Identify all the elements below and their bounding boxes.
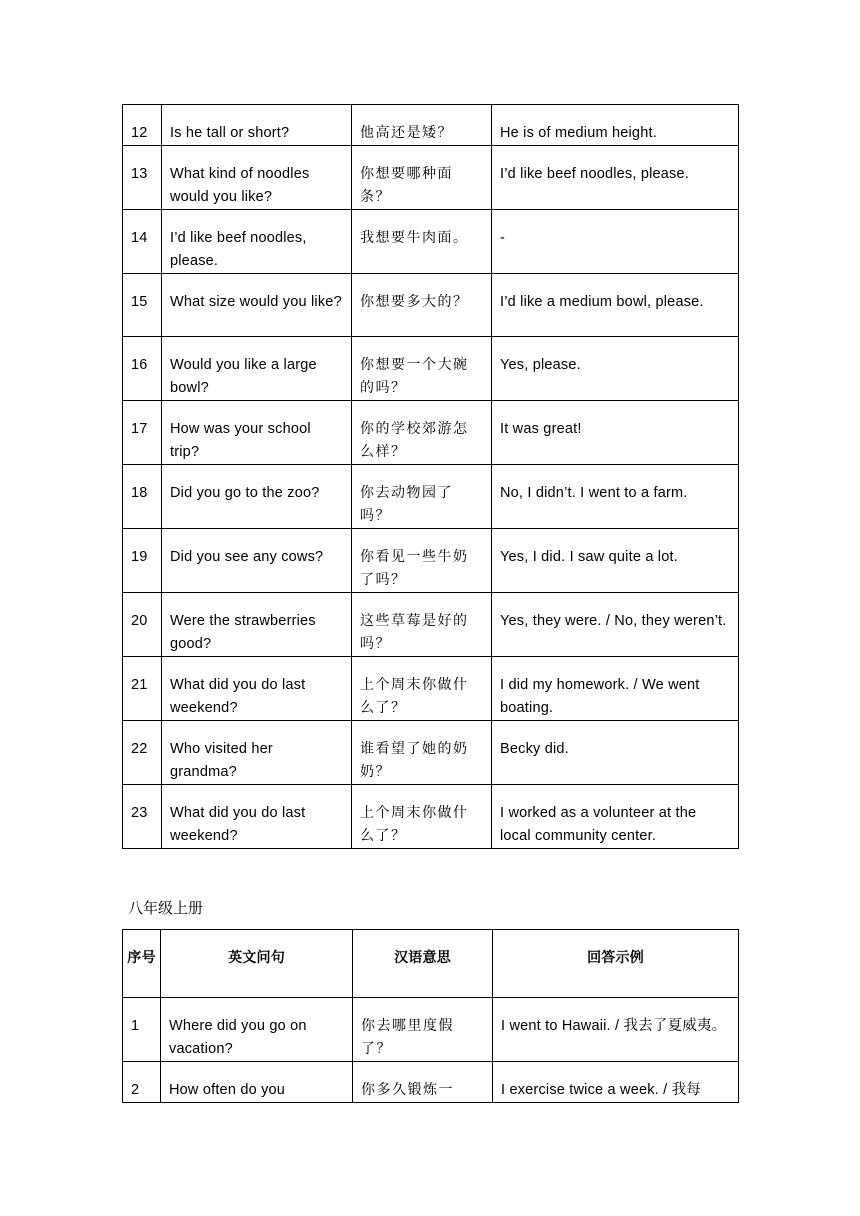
table-row [123,593,739,657]
english-question: Would you like a large bowl? [162,337,352,401]
sample-answer: Yes, I did. I saw quite a lot. [492,529,739,593]
qa-table-2 [122,929,739,1103]
chinese-meaning: 你看见一些牛奶了吗？ [352,529,492,593]
table-row [123,657,739,721]
table-row [123,465,739,529]
row-number: 12 [123,105,162,146]
chinese-meaning: 我想要牛肉面。 [352,210,492,274]
english-question: What kind of noodles would you like? [162,146,352,210]
header-sample-answer: 回答示例 [493,930,739,998]
header-english-question: 英文问句 [161,930,353,998]
chinese-meaning: 上个周末你做什么了？ [352,785,492,849]
table-row [123,146,739,210]
english-question: Is he tall or short? [162,105,352,146]
chinese-meaning: 你想要一个大碗的吗？ [352,337,492,401]
sample-answer: Yes, please. [492,337,739,401]
table-row [123,721,739,785]
chinese-meaning: 上个周末你做什么了？ [352,657,492,721]
table-row [123,401,739,465]
header-number: 序号 [123,930,161,998]
row-number: 21 [123,657,162,721]
row-number: 19 [123,529,162,593]
table-header-row [123,930,739,998]
table-row [123,274,739,337]
sample-answer: I went to Hawaii. / 我去了夏威夷。 [493,998,739,1062]
sample-answer: I worked as a volunteer at the local community center. [492,785,739,849]
sample-answer: Yes, they were. / No, they weren’t. [492,593,739,657]
chinese-meaning: 你想要哪种面条？ [352,146,492,210]
row-number: 17 [123,401,162,465]
table-row [123,529,739,593]
table-row [123,337,739,401]
row-number: 1 [123,998,161,1062]
qa-table-1 [122,104,739,849]
table-row [123,210,739,274]
table-row [123,1062,739,1103]
english-question: Who visited her grandma? [162,721,352,785]
row-number: 18 [123,465,162,529]
english-question: Did you see any cows? [162,529,352,593]
chinese-meaning: 你去动物园了吗？ [352,465,492,529]
sample-answer: - [492,210,739,274]
english-question: I’d like beef noodles, please. [162,210,352,274]
chinese-meaning: 这些草莓是好的吗？ [352,593,492,657]
sample-answer: I’d like a medium bowl, please. [492,274,739,337]
table-row [123,785,739,849]
chinese-meaning: 谁看望了她的奶奶？ [352,721,492,785]
row-number: 2 [123,1062,161,1103]
chinese-meaning: 你去哪里度假了？ [353,998,493,1062]
table-row [123,105,739,146]
row-number: 22 [123,721,162,785]
english-question: What size would you like? [162,274,352,337]
row-number: 16 [123,337,162,401]
english-question: Where did you go on vacation? [161,998,353,1062]
row-number: 20 [123,593,162,657]
header-chinese-meaning: 汉语意思 [353,930,493,998]
chinese-meaning: 你的学校郊游怎么样？ [352,401,492,465]
chinese-meaning: 你想要多大的？ [352,274,492,337]
sample-answer: No, I didn’t. I went to a farm. [492,465,739,529]
row-number: 14 [123,210,162,274]
english-question: Were the strawberries good? [162,593,352,657]
sample-answer: Becky did. [492,721,739,785]
section-title: 八年级上册 [128,899,204,917]
sample-answer: It was great! [492,401,739,465]
sample-answer: I exercise twice a week. / 我每 [493,1062,739,1103]
sample-answer: He is of medium height. [492,105,739,146]
english-question: Did you go to the zoo? [162,465,352,529]
row-number: 23 [123,785,162,849]
row-number: 15 [123,274,162,337]
english-question: How often do you [161,1062,353,1103]
table-row [123,998,739,1062]
sample-answer: I’d like beef noodles, please. [492,146,739,210]
english-question: What did you do last weekend? [162,657,352,721]
sample-answer: I did my homework. / We went boating. [492,657,739,721]
row-number: 13 [123,146,162,210]
english-question: How was your school trip? [162,401,352,465]
english-question: What did you do last weekend? [162,785,352,849]
chinese-meaning: 他高还是矮？ [352,105,492,146]
chinese-meaning: 你多久锻炼一 [353,1062,493,1103]
